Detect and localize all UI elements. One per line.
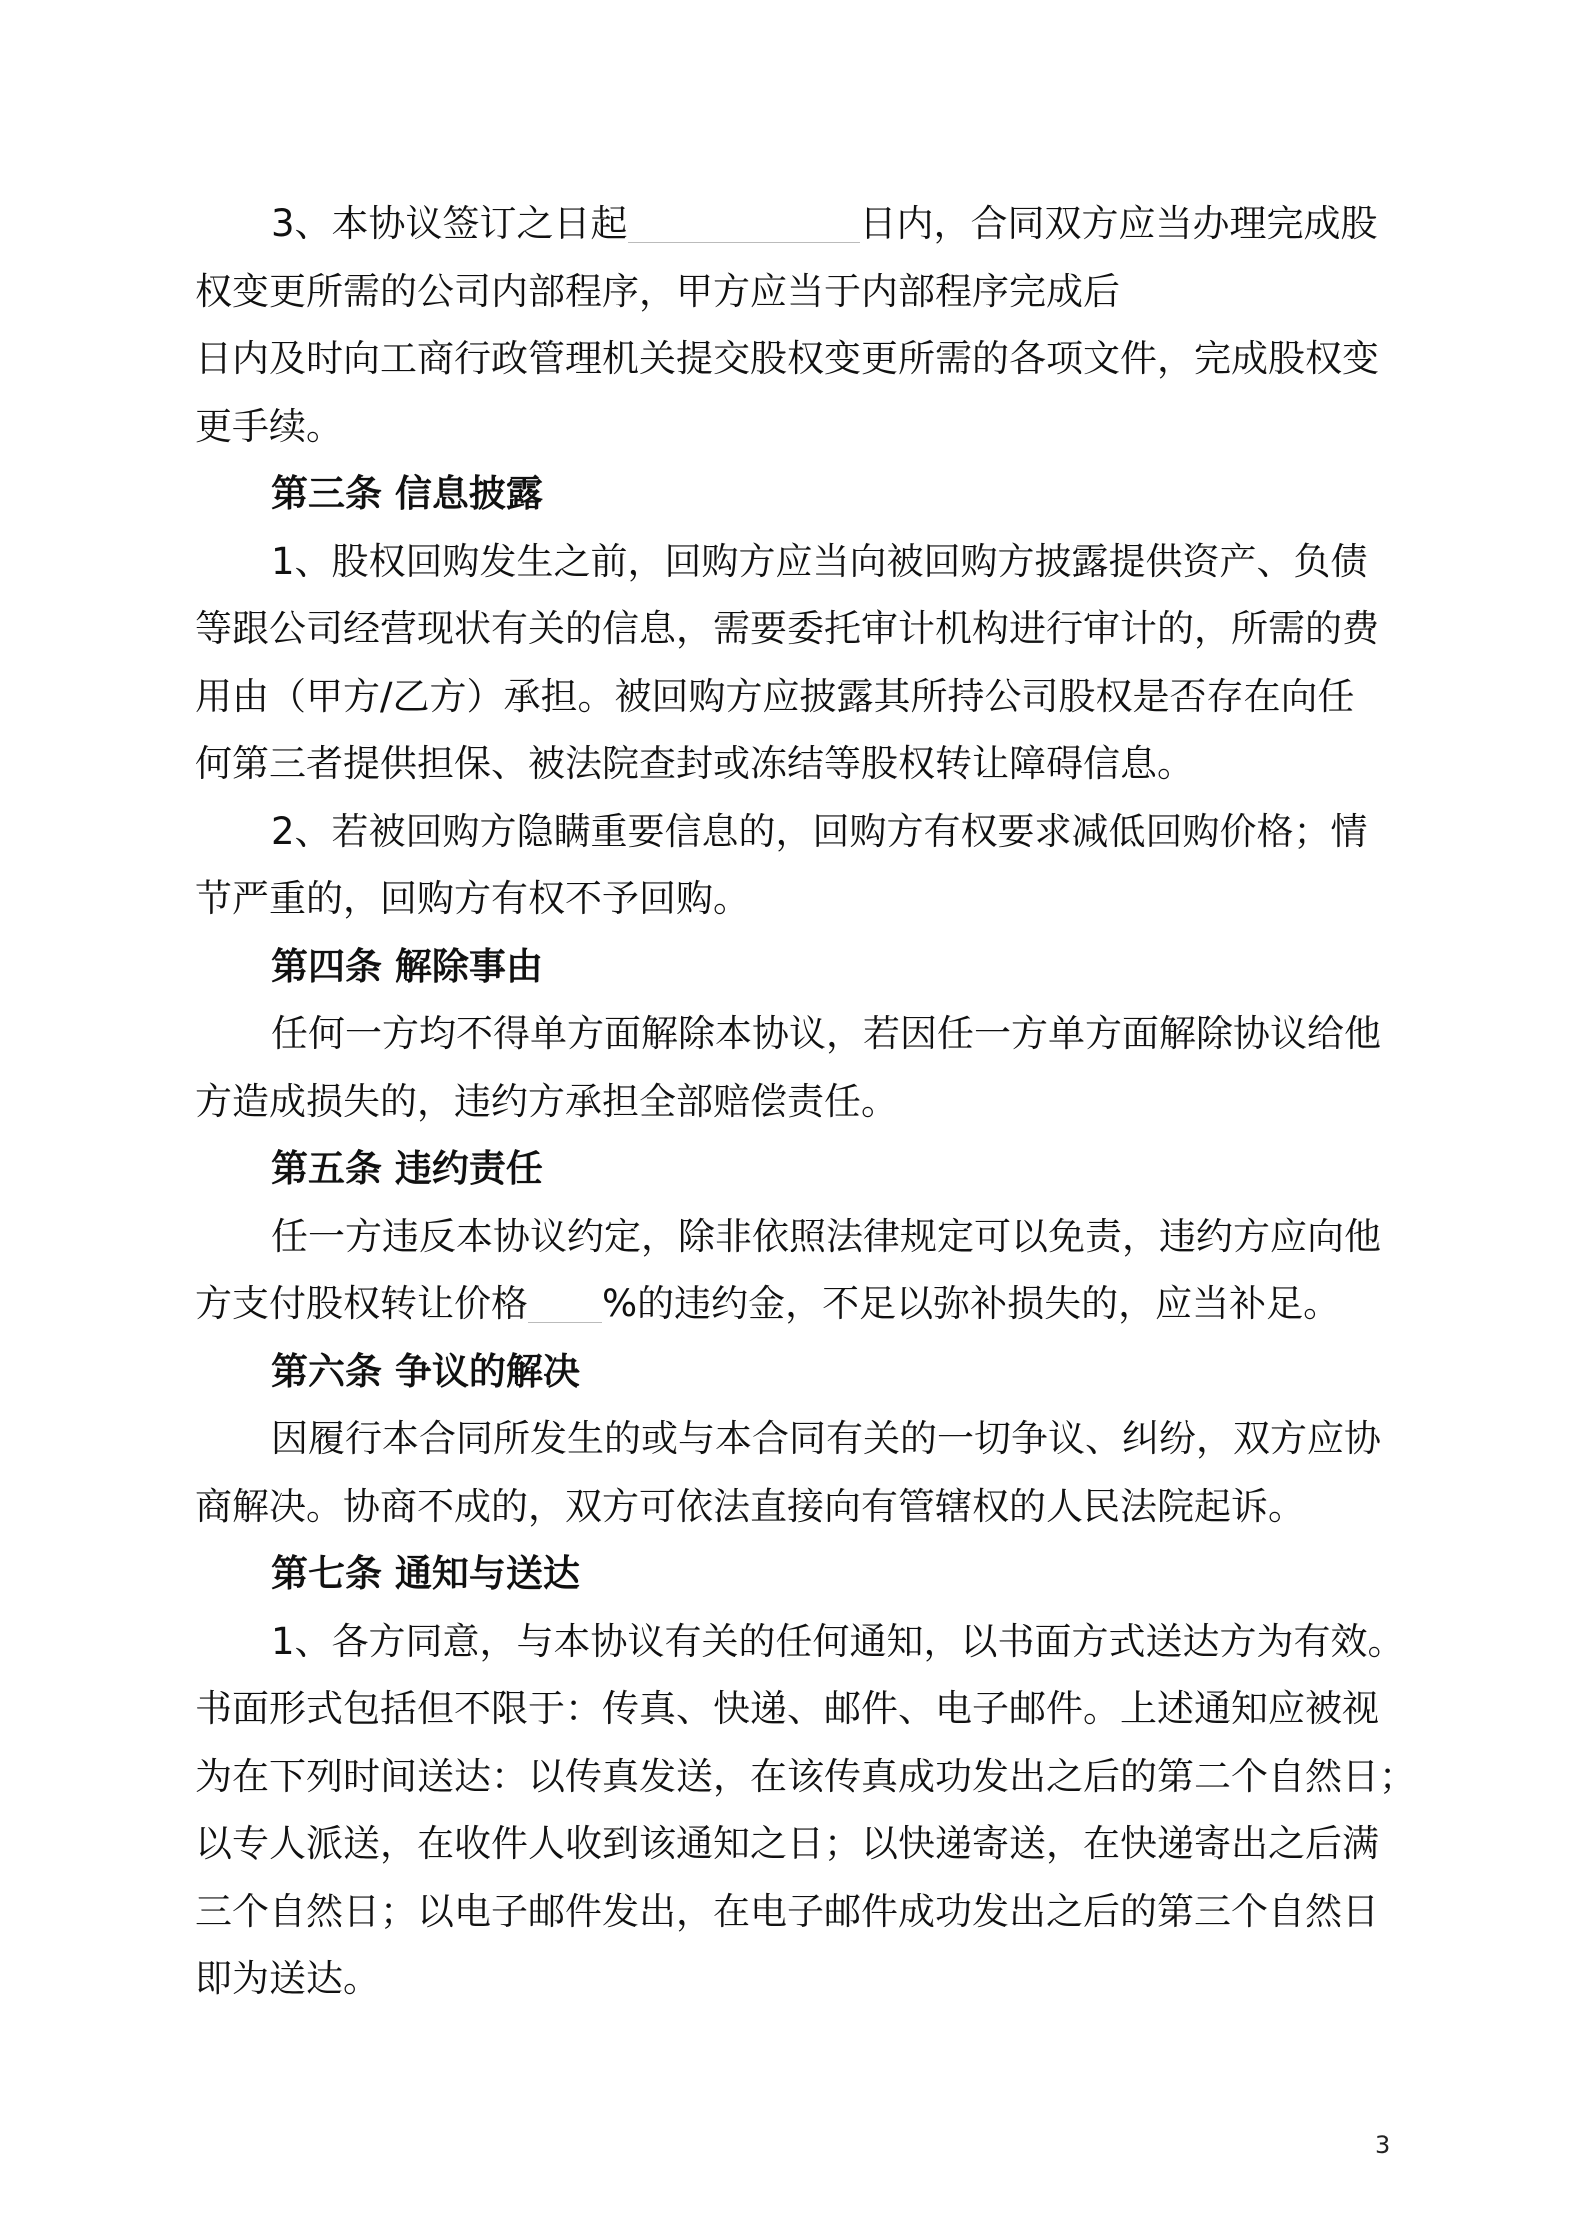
clause-text: 更手续。 (195, 404, 343, 448)
paragraph-line (195, 1878, 1415, 1946)
paragraph-line (195, 190, 1415, 258)
paragraph-line (195, 1473, 1415, 1541)
clause-text: 3、本协议签订之日起 (271, 202, 628, 245)
paragraph-line (195, 663, 1415, 731)
clause-text: 任一方违反本协议约定，除非依照法律规定可以免责，违约方应向他 (271, 1214, 1381, 1258)
clause-text: 为在下列时间送达：以传真发送，在该传真成功发出之后的第二个自然日； (195, 1754, 1416, 1798)
paragraph-line (195, 1405, 1415, 1473)
article-heading: 第三条 信息披露 (271, 472, 543, 515)
clause-text: 等跟公司经营现状有关的信息，需要委托审计机构进行审计的，所需的费 (195, 607, 1379, 650)
clause-text: 即为送达。 (195, 1957, 380, 2000)
clause-text: 日内，合同双方应当办理完成股 (859, 202, 1378, 245)
article-heading: 第七条 通知与送达 (271, 1552, 580, 1595)
clause-text: 方造成损失的，违约方承担全部赔偿责任。 (195, 1079, 898, 1123)
document-body (195, 190, 1415, 2013)
paragraph-line (195, 325, 1415, 393)
clause-text: 1、各方同意，与本协议有关的任何通知，以书面方式送达方为有效。 (271, 1619, 1405, 1663)
paragraph-line (195, 1743, 1415, 1811)
clause-text: 权变更所需的公司内部程序，甲方应当于内部程序完成后 (195, 269, 1120, 313)
clause-text: 以专人派送，在收件人收到该通知之日；以快递寄送，在快递寄出之后满 (195, 1822, 1379, 1865)
paragraph-line (195, 730, 1415, 798)
clause-text: 方支付股权转让价格 (195, 1282, 528, 1325)
clause-text: 任何一方均不得单方面解除本协议，若因任一方单方面解除协议给他 (271, 1012, 1381, 1055)
paragraph-line (195, 258, 1415, 326)
clause-text: 节严重的，回购方有权不予回购。 (195, 877, 750, 920)
clause-text: 1、股权回购发生之前，回购方应当向被回购方披露提供资产、负债 (271, 539, 1368, 583)
article-heading: 第四条 解除事由 (271, 944, 543, 988)
article-heading: 第六条 争议的解决 (271, 1349, 580, 1393)
clause-text: 商解决。协商不成的，双方可依法直接向有管辖权的人民法院起诉。 (195, 1484, 1305, 1528)
paragraph-line (195, 595, 1415, 663)
paragraph-line (195, 1608, 1415, 1676)
paragraph-line (195, 1675, 1415, 1743)
clause-text: 三个自然日；以电子邮件发出，在电子邮件成功发出之后的第三个自然日 (195, 1889, 1379, 1933)
paragraph-line (195, 1203, 1415, 1271)
clause-text: 日内及时向工商行政管理机关提交股权变更所需的各项文件，完成股权变 (195, 337, 1379, 380)
paragraph-line (195, 1810, 1415, 1878)
paragraph-line (195, 528, 1415, 596)
paragraph-line (195, 1945, 1415, 2013)
fill-in-blank-days (628, 205, 860, 243)
clause-text: %的违约金，不足以弥补损失的，应当补足。 (602, 1282, 1341, 1325)
fill-in-blank-percent (528, 1285, 602, 1323)
article-heading: 第五条 违约责任 (271, 1147, 543, 1190)
paragraph-line (195, 865, 1415, 933)
clause-text: 书面形式包括但不限于：传真、快递、邮件、电子邮件。上述通知应被视 (195, 1687, 1379, 1730)
paragraph-line (195, 1068, 1415, 1136)
paragraph-line (195, 1000, 1415, 1068)
clause-text: 何第三者提供担保、被法院查封或冻结等股权转让障碍信息。 (195, 742, 1194, 785)
paragraph-line (195, 1270, 1415, 1338)
clause-text: 用由（甲方/乙方）承担。被回购方应披露其所持公司股权是否存在向任 (195, 674, 1355, 718)
paragraph-line (195, 393, 1415, 461)
clause-text: 因履行本合同所发生的或与本合同有关的一切争议、纠纷，双方应协 (271, 1417, 1381, 1460)
page-number: 3 (1375, 2131, 1391, 2159)
clause-text: 2、若被回购方隐瞒重要信息的，回购方有权要求减低回购价格；情 (271, 809, 1368, 853)
paragraph-line (195, 798, 1415, 866)
